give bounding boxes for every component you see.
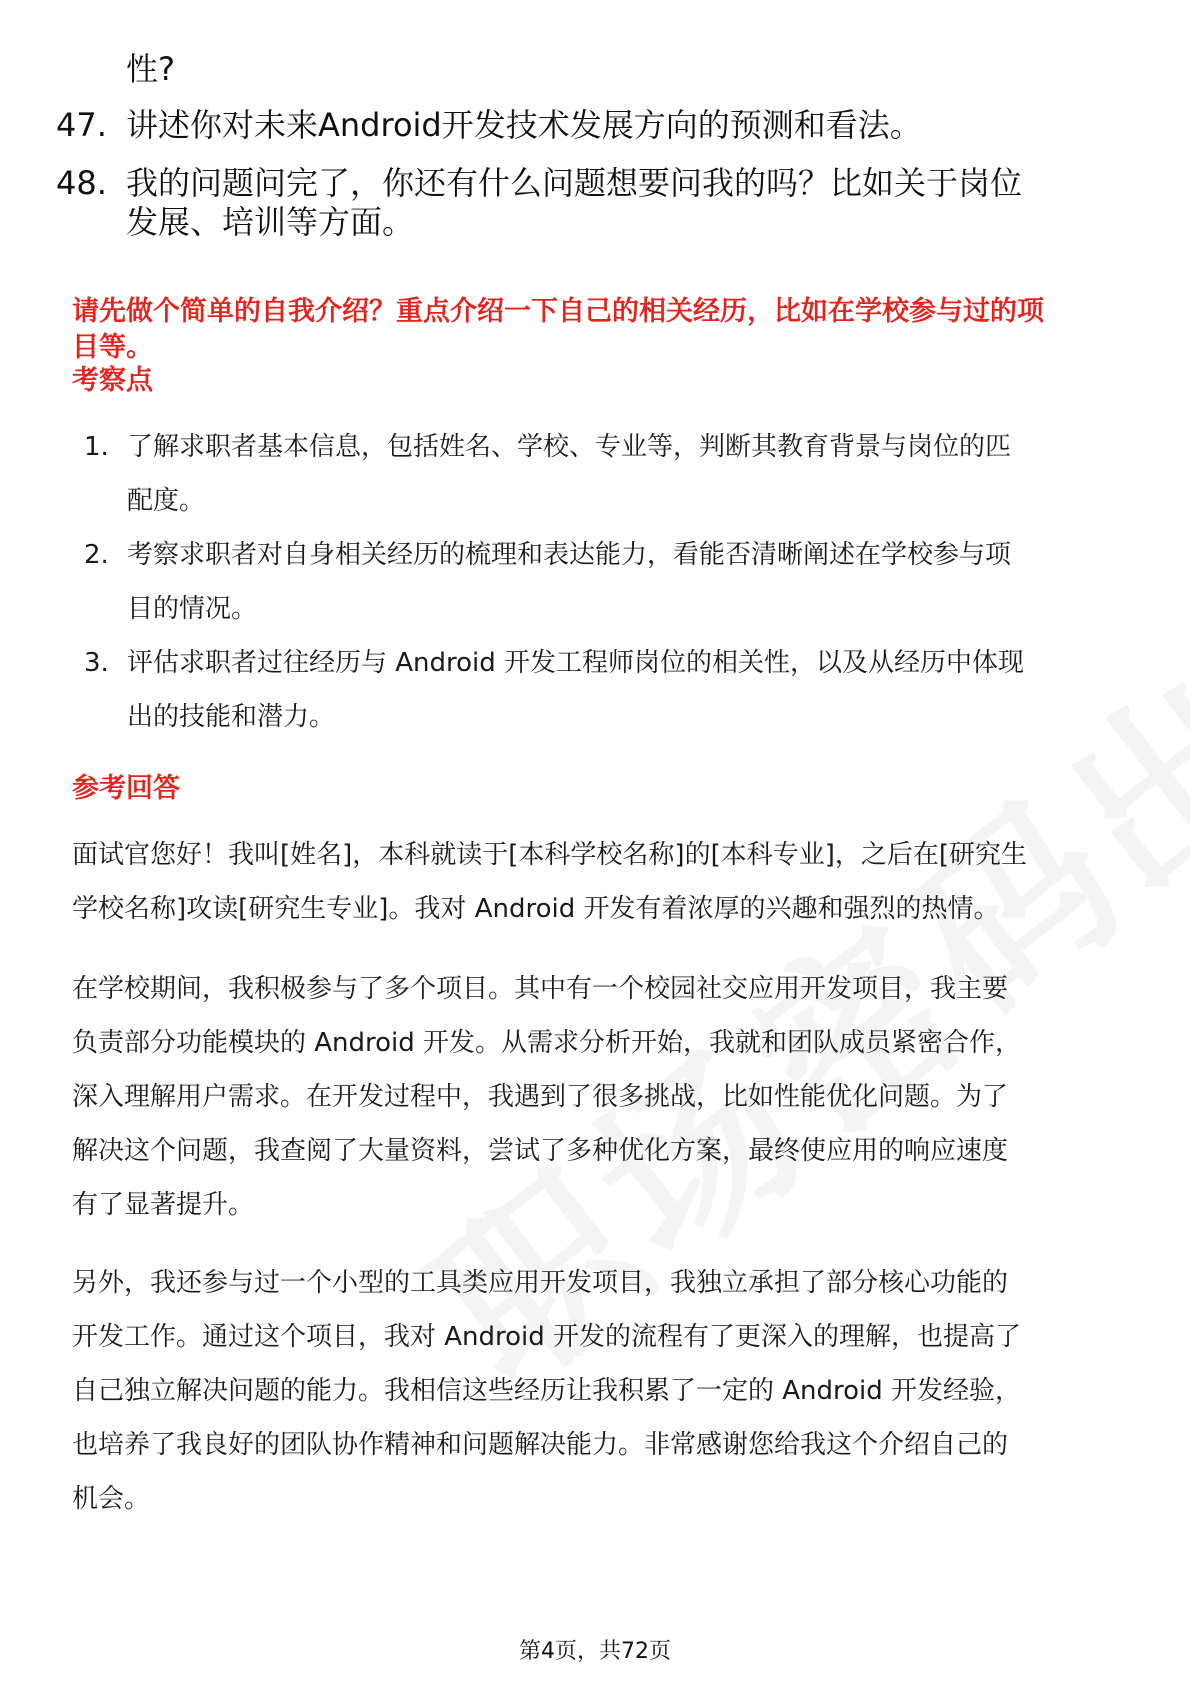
- page-number: 第4页，共72页: [519, 1639, 671, 1664]
- list-text: 讲述你对未来Android开发技术发展方向的预测和看法。: [126, 106, 922, 144]
- list-number: 48.: [56, 164, 107, 202]
- question-heading: 请先做个简单的自我介绍？重点介绍一下自己的相关经历，比如在学校参与过的项 目等。: [72, 296, 1044, 363]
- list-text: 发展、培训等方面。: [126, 203, 415, 241]
- list-text: 我的问题问完了，你还有什么问题想要问我的吗？比如关于岗位: [126, 164, 1023, 202]
- list-number: 47.: [56, 106, 107, 144]
- answer-paragraph-3: 另外，我还参与过一个小型的工具类应用开发项目，我独立承担了部分核心功能的 开发工作。通过这个项目，我对 Android 开发的流程有了更深入的理解，也提高了 自己独立解决问题的能力。我相信这些经历让我积累了一定的 Android 开发经验， 也培养了我良好的团队协作精神和问题解决能力。非常感谢您给我这个介绍自己的 机会。: [72, 1268, 1022, 1514]
- answer-paragraph-2: 在学校期间，我积极参与了多个项目。其中有一个校园社交应用开发项目，我主要 负责部分功能模块的 Android 开发。从需求分析开始，我就和团队成员紧密合作， 深入理解用户需求。在开发过程中，我遇到了很多挑战，比如性能优化问题。为了 解决这个问题，我查阅了大量资料，尝试了多种优化方案，最终使应用的响应速度 有了显著提升。: [72, 974, 1022, 1220]
- reference-answer-title: 参考回答: [72, 773, 180, 804]
- answer-paragraph-1: 面试官您好！我叫[姓名]，本科就读于[本科学校名称]的[本科专业]，之后在[研究生 学校名称]攻读[研究生专业]。我对 Android 开发有着浓厚的兴趣和强烈的热情。: [72, 840, 1028, 924]
- exam-points-title: 考察点: [72, 365, 153, 396]
- document-page: 性? 47. 讲述你对未来Android开发技术发展方向的预测和看法。 48. 我的问题问完了，你还有什么问题想要问我的吗？比如关于岗位 发展、培训等方面。 请先做个简单的自我介绍？重点介绍一下自己的相关经历，比如在学校参与过的项 目等。 考察点 1. 了解求职者基本信息，包括姓名、学校、专业等，判断其教育背景与岗位的匹 配度。 2. 考察求职者对自身相关经历的梳理和表达能力，看能否清晰阐述在学校参与项 目的情况。 3. 评估求职者过往经历与 Android 开发工程师岗位的相关性，以及从经历中体现 出的技能和潜力。 参考回答 面试官您好！我叫[姓名]，本科就读于[本科学校名称]的[本科专业]，之后在[研究生 学校名称]攻读[研究生专业]。我对 Android 开发有着浓厚的兴趣和强烈的热情。 在学校期间，我积极参与了多个项目。其中有一个校园社交应用开发项目，我主要 负责部分功能模块的 Android 开发。从需求分析开始，我就和团队成员紧密合作， 深入理解用户需求。在开发过程中，我遇到了很多挑战，比如性能优化问题。为了 解决这个问题，我查阅了大量资料，尝试了多种优化方案，最终使应用的响应速度 有了显著提升。 另外，我还参与过一个小型的工具类应用开发项目，我独立承担了部分核心功能的 开发工作。通过这个项目，我对 Android 开发的流程有了更深入的理解，也提高了 自己独立解决问题的能力。我相信这些经历让我积累了一定的 Android 开发经验， 也培养了我良好的团队协作精神和问题解决能力。非常感谢您给我这个介绍自己的 机会。 第4页，共72页: [0, 0, 1190, 1684]
